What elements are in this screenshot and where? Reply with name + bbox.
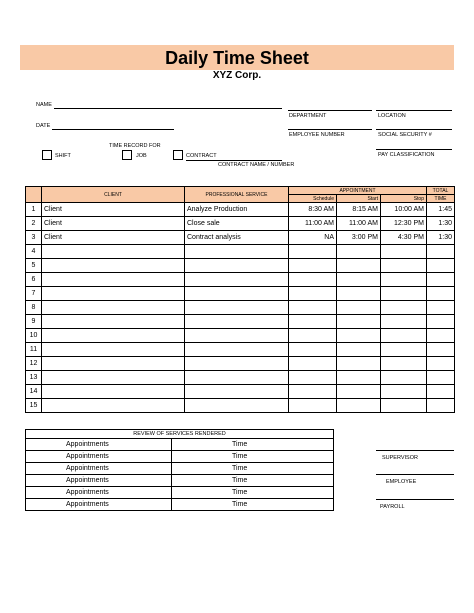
appointment-header: APPOINTMENT <box>289 187 427 195</box>
time-record-label: TIME RECORD FOR <box>109 143 161 149</box>
schedule-cell[interactable] <box>289 273 337 287</box>
schedule-cell[interactable] <box>289 371 337 385</box>
table-row <box>26 329 455 343</box>
time-table <box>25 186 455 413</box>
service-cell[interactable] <box>185 371 289 385</box>
service-cell[interactable] <box>185 399 289 413</box>
job-label: JOB <box>136 153 147 159</box>
review-row <box>26 451 334 463</box>
department-label: DEPARTMENT <box>289 113 327 119</box>
service-cell[interactable]: Contract analysis <box>185 231 289 245</box>
total-cell[interactable] <box>427 385 455 399</box>
client-cell[interactable]: Client <box>42 217 185 231</box>
appointments-cell[interactable]: Appointments <box>26 439 172 451</box>
schedule-cell[interactable] <box>289 301 337 315</box>
stop-cell[interactable] <box>381 371 427 385</box>
start-cell[interactable] <box>337 357 381 371</box>
client-cell[interactable] <box>42 343 185 357</box>
company-name: XYZ Corp. <box>212 70 262 81</box>
stop-cell[interactable] <box>381 245 427 259</box>
employee-number-field[interactable] <box>288 129 372 130</box>
time-cell[interactable]: Time <box>172 487 334 499</box>
service-cell[interactable] <box>185 301 289 315</box>
table-row <box>26 203 455 217</box>
review-title: REVIEW OF SERVICES RENDERED <box>26 430 334 439</box>
start-cell[interactable] <box>337 343 381 357</box>
time-cell[interactable]: Time <box>172 499 334 511</box>
client-cell[interactable] <box>42 245 185 259</box>
employee-signature-line[interactable] <box>376 474 454 475</box>
schedule-cell[interactable]: 8:30 AM <box>289 203 337 217</box>
client-cell[interactable] <box>42 287 185 301</box>
table-row <box>26 399 455 413</box>
stop-cell[interactable] <box>381 329 427 343</box>
client-cell[interactable] <box>42 385 185 399</box>
stop-cell[interactable]: 12:30 PM <box>381 217 427 231</box>
service-cell[interactable] <box>185 259 289 273</box>
supervisor-label: SUPERVISOR <box>382 455 418 461</box>
stop-cell[interactable] <box>381 287 427 301</box>
start-cell[interactable] <box>337 385 381 399</box>
social-security-label: SOCIAL SECURITY # <box>378 132 432 138</box>
date-label: DATE <box>36 123 51 129</box>
client-header: CLIENT <box>42 187 185 203</box>
row-number: 5 <box>26 259 42 273</box>
start-cell[interactable]: 11:00 AM <box>337 217 381 231</box>
shift-checkbox[interactable] <box>42 150 52 160</box>
client-cell[interactable]: Client <box>42 231 185 245</box>
appointments-cell[interactable]: Appointments <box>26 451 172 463</box>
total-cell[interactable] <box>427 259 455 273</box>
row-number: 14 <box>26 385 42 399</box>
location-field[interactable] <box>376 110 452 111</box>
schedule-cell[interactable] <box>289 315 337 329</box>
employee-label: EMPLOYEE <box>386 479 417 485</box>
table-row <box>26 315 455 329</box>
schedule-cell[interactable] <box>289 357 337 371</box>
time-header: TIME <box>427 195 455 203</box>
schedule-cell[interactable] <box>289 245 337 259</box>
start-cell[interactable]: 8:15 AM <box>337 203 381 217</box>
service-cell[interactable]: Analyze Production <box>185 203 289 217</box>
total-cell[interactable] <box>427 273 455 287</box>
total-cell[interactable] <box>427 287 455 301</box>
total-cell[interactable] <box>427 329 455 343</box>
service-cell[interactable] <box>185 315 289 329</box>
payroll-label: PAYROLL <box>380 504 405 510</box>
client-cell[interactable] <box>42 357 185 371</box>
stop-cell[interactable] <box>381 273 427 287</box>
client-cell[interactable] <box>42 371 185 385</box>
schedule-cell[interactable]: NA <box>289 231 337 245</box>
total-header: TOTAL <box>427 187 455 195</box>
start-cell[interactable] <box>337 399 381 413</box>
stop-header: Stop <box>381 195 427 203</box>
total-cell[interactable]: 1:45 <box>427 203 455 217</box>
time-cell[interactable]: Time <box>172 439 334 451</box>
start-cell[interactable] <box>337 245 381 259</box>
contract-name-label: CONTRACT NAME / NUMBER <box>218 162 295 168</box>
date-field[interactable] <box>52 129 174 130</box>
location-label: LOCATION <box>378 113 406 119</box>
review-row <box>26 463 334 475</box>
appointments-cell[interactable]: Appointments <box>26 463 172 475</box>
table-row <box>26 357 455 371</box>
total-cell[interactable] <box>427 343 455 357</box>
time-cell[interactable]: Time <box>172 451 334 463</box>
service-cell[interactable] <box>185 273 289 287</box>
total-cell[interactable]: 1:30 <box>427 217 455 231</box>
total-cell[interactable] <box>427 315 455 329</box>
row-number: 1 <box>26 203 42 217</box>
total-cell[interactable] <box>427 399 455 413</box>
schedule-cell[interactable] <box>289 343 337 357</box>
table-row <box>26 273 455 287</box>
table-row <box>26 371 455 385</box>
row-number: 12 <box>26 357 42 371</box>
client-cell[interactable] <box>42 301 185 315</box>
review-row <box>26 439 334 451</box>
row-number: 2 <box>26 217 42 231</box>
appointments-cell[interactable]: Appointments <box>26 499 172 511</box>
start-cell[interactable] <box>337 301 381 315</box>
start-cell[interactable] <box>337 273 381 287</box>
row-number: 13 <box>26 371 42 385</box>
row-number: 15 <box>26 399 42 413</box>
appointments-cell[interactable]: Appointments <box>26 475 172 487</box>
stop-cell[interactable] <box>381 357 427 371</box>
row-number: 4 <box>26 245 42 259</box>
review-row <box>26 487 334 499</box>
stop-cell[interactable] <box>381 343 427 357</box>
contract-name-field[interactable] <box>186 160 282 161</box>
contract-checkbox[interactable] <box>173 150 183 160</box>
time-cell[interactable]: Time <box>172 475 334 487</box>
service-cell[interactable] <box>185 385 289 399</box>
stop-cell[interactable] <box>381 301 427 315</box>
schedule-cell[interactable] <box>289 329 337 343</box>
start-cell[interactable]: 3:00 PM <box>337 231 381 245</box>
client-cell[interactable] <box>42 273 185 287</box>
stop-cell[interactable] <box>381 259 427 273</box>
supervisor-signature-line[interactable] <box>376 450 454 451</box>
social-security-field[interactable] <box>376 129 452 130</box>
schedule-cell[interactable] <box>289 385 337 399</box>
table-row <box>26 259 455 273</box>
table-row <box>26 301 455 315</box>
client-cell[interactable]: Client <box>42 203 185 217</box>
row-number: 10 <box>26 329 42 343</box>
start-cell[interactable] <box>337 371 381 385</box>
start-cell[interactable] <box>337 329 381 343</box>
time-cell[interactable]: Time <box>172 463 334 475</box>
name-label: NAME <box>36 102 52 108</box>
total-cell[interactable] <box>427 357 455 371</box>
name-field[interactable] <box>54 108 282 109</box>
total-cell[interactable]: 1:30 <box>427 231 455 245</box>
row-number: 3 <box>26 231 42 245</box>
job-checkbox[interactable] <box>122 150 132 160</box>
page-title: Daily Time Sheet <box>165 48 309 68</box>
review-table <box>25 429 334 511</box>
service-cell[interactable] <box>185 357 289 371</box>
stop-cell[interactable]: 4:30 PM <box>381 231 427 245</box>
shift-label: SHIFT <box>55 153 71 159</box>
stop-cell[interactable] <box>381 399 427 413</box>
total-cell[interactable] <box>427 245 455 259</box>
service-cell[interactable] <box>185 343 289 357</box>
schedule-cell[interactable] <box>289 399 337 413</box>
table-row <box>26 287 455 301</box>
schedule-cell[interactable] <box>289 287 337 301</box>
table-row <box>26 343 455 357</box>
schedule-cell[interactable] <box>289 259 337 273</box>
client-cell[interactable] <box>42 329 185 343</box>
service-cell[interactable] <box>185 245 289 259</box>
review-row <box>26 499 334 511</box>
total-cell[interactable] <box>427 371 455 385</box>
department-field[interactable] <box>288 110 372 111</box>
contract-label: CONTRACT <box>186 153 217 159</box>
row-number: 6 <box>26 273 42 287</box>
start-cell[interactable] <box>337 315 381 329</box>
table-row <box>26 385 455 399</box>
row-number: 7 <box>26 287 42 301</box>
review-row <box>26 475 334 487</box>
employee-number-label: EMPLOYEE NUMBER <box>289 132 345 138</box>
row-number: 11 <box>26 343 42 357</box>
appointments-cell[interactable]: Appointments <box>26 487 172 499</box>
table-row <box>26 231 455 245</box>
service-cell[interactable]: Close sale <box>185 217 289 231</box>
service-header: PROFESSIONAL SERVICE <box>185 187 289 203</box>
schedule-header: Schedule <box>289 195 337 203</box>
table-row <box>26 217 455 231</box>
pay-classification-label: PAY CLASSIFICATION <box>378 152 435 158</box>
client-cell[interactable] <box>42 259 185 273</box>
table-row <box>26 245 455 259</box>
start-cell[interactable] <box>337 259 381 273</box>
client-cell[interactable] <box>42 399 185 413</box>
service-cell[interactable] <box>185 287 289 301</box>
schedule-cell[interactable]: 11:00 AM <box>289 217 337 231</box>
service-cell[interactable] <box>185 329 289 343</box>
start-cell[interactable] <box>337 287 381 301</box>
stop-cell[interactable]: 10:00 AM <box>381 203 427 217</box>
row-number: 8 <box>26 301 42 315</box>
start-header: Start <box>337 195 381 203</box>
total-cell[interactable] <box>427 301 455 315</box>
stop-cell[interactable] <box>381 315 427 329</box>
pay-classification-field[interactable] <box>376 149 452 150</box>
stop-cell[interactable] <box>381 385 427 399</box>
client-cell[interactable] <box>42 315 185 329</box>
payroll-signature-line[interactable] <box>376 499 454 500</box>
row-number: 9 <box>26 315 42 329</box>
